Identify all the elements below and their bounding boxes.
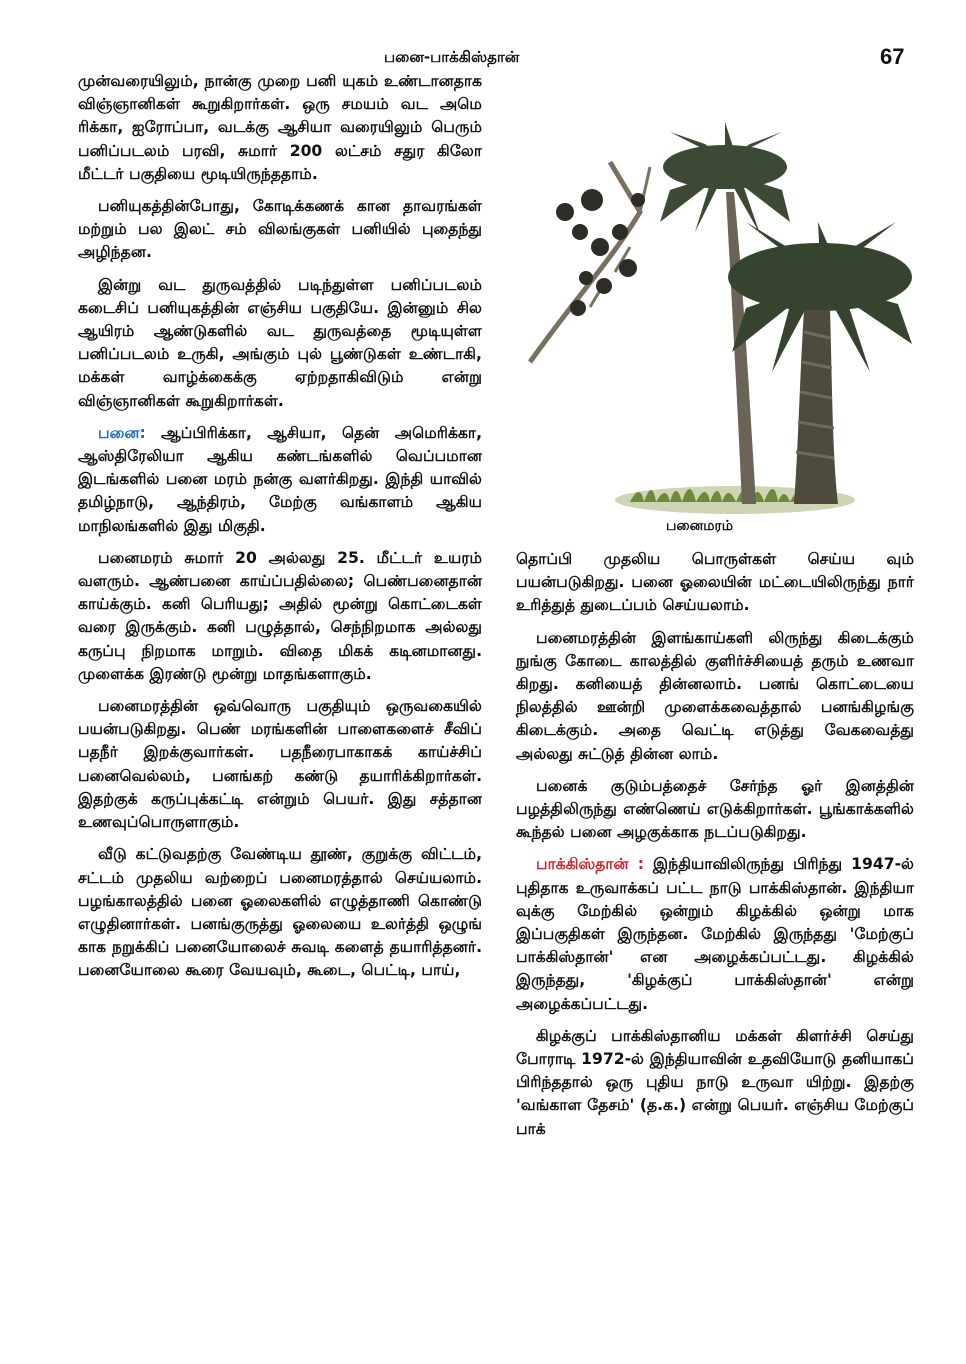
page-number: 67 — [880, 44, 905, 69]
palm-construction-paragraph: வீடு கட்டுவதற்கு வேண்டிய தூண், குறுக்கு விட்டம், சட்டம் முதலிய வற்றைப் பனைமரத்தால் செய்யலாம். பழங்காலத்தில் பனை ஓலைகளில் எழுத்தாணி கொண்டு எழுதினார்கள். பனங்குருத்து ஓலையை உலர்த்தி ஒழுங் காக நறுக்கிப் பனையோலைச் சுவடி களைத் தயாரித்தனர். பனையோலை கூரை வேயவும், கூடை, பெட்டி, பாய், — [78, 845, 482, 980]
palm-intro-paragraph — [78, 422, 482, 538]
bangladesh-paragraph: கிழக்குப் பாக்கிஸ்தானிய மக்கள் கிளர்ச்சி செய்து போராடி 1972-ல் இந்தியாவின் உதவியோடு தனியாகப் பிரிந்ததால் ஒரு புதிய நாடு உருவா யிற்று. இதற்கு 'வங்காள தேசம்' (த.க.) என்று பெயர். எஞ்சிய மேற்குப் பாக் — [516, 1026, 914, 1138]
palm-tree-image — [520, 72, 930, 522]
ice-age-paragraph-3: இன்று வட துருவத்தில் படிந்துள்ள பனிப்படலம் கடைசிப் பனியுகத்தின் எஞ்சிய பகுதியே. இன்னும் சில ஆயிரம் ஆண்டுகளில் வட துருவத்தை மூடியுள்ள பனிப்படலம் உருகி, அங்கும் புல் பூண்டுகள் உண்டாகி, மக்கள் வாழ்க்கைக்கு ஏற்றதாகிவிடும் என்று விஞ்ஞானிகள் கூறுகிறார்கள். — [78, 275, 482, 410]
pakistan-intro-paragraph — [516, 853, 914, 1015]
pakistan-heading: பாக்கிஸ்தான் : — [536, 855, 644, 874]
right-column — [516, 548, 914, 1150]
figure-caption: பனைமரம் — [666, 518, 734, 534]
running-head: பனை-பாக்கிஸ்தான் — [384, 48, 520, 66]
palm-intro-text: ஆப்பிரிக்கா, ஆசியா, தென் அமெரிக்கா, ஆஸ்திரேலியா ஆகிய கண்டங்களில் வெப்பமான இடங்களில் பனை மரம் நன்கு வளர்கிறது. இந்தி யாவில் தமிழ்நாடு, ஆந்திரம், மேற்கு வங்காளம் ஆகிய மாநிலங்களில் இது மிகுதி. — [78, 423, 482, 535]
ice-age-paragraph-1: முன்வரையிலும், நான்கு முறை பனி யுகம் உண்டானதாக விஞ்ஞானிகள் கூறுகிறார்கள். ஒரு சமயம் வட அமெ ரிக்கா, ஐரோப்பா, வடக்கு ஆசியா வரையிலும் பெரும் பனிப்படலம் பரவி, சுமார் 200 லட்சம் சதுர கிலோ மீட்டர் பகுதியை மூடியிருந்ததாம். — [78, 72, 482, 183]
palm-description-paragraph: பனைமரம் சுமார் 20 அல்லது 25. மீட்டர் உயரம் வளரும். ஆண்பனை காய்ப்பதில்லை; பெண்பனைதான் காய்க்கும். கனி பெரியது; அதில் மூன்று கொட்டைகள் வரை இருக்கும். கனி பழுத்தால், செந்நிறமாக அல்லது கருப்பு நிறமாக மாறும். விதை மிகக் கடினமானது. முளைக்க இரண்டு மூன்று மாதங்களாகும். — [78, 548, 482, 683]
ice-age-paragraph-2: பனியுகத்தின்போது, கோடிக்கணக் கான தாவரங்கள் மற்றும் பல இலட் சம் விலங்குகள் பனியில் புதைந்து அழிந்தன. — [78, 197, 482, 262]
palm-uses-paragraph: பனைமரத்தின் ஒவ்வொரு பகுதியும் ஒருவகையில் பயன்படுகிறது. பெண் மரங்களின் பாளைகளைச் சீவிப் பதநீர் இறக்குவார்கள். பதநீரைபாகாகக் காய்ச்சிப் பனைவெல்லம், பனங்கற் கண்டு தயாரிக்கிறார்கள். இதற்குக் கருப்புக்கட்டி என்றும் பெயர். இது சத்தான உணவுப்பொருளாகும். — [78, 697, 482, 832]
palm-heading: பனை: — [98, 423, 146, 442]
palm-fruit-paragraph: பனைமரத்தின் இளங்காய்களி லிருந்து கிடைக்கும் நுங்கு கோடை காலத்தில் குளிர்ச்சியைத் தரும் உணவா கிறது. கனியைத் தின்னலாம். பனங் கொட்டையை நிலத்தில் ஊன்றி முளைக்கவைத்தால் பனங்கிழங்கு கிடைக்கும். அதை வெட்டி எடுத்து வேகவைத்து அல்லது சுட்டுத் தின்ன லாம். — [516, 628, 914, 763]
palm-tree-illustration — [520, 72, 930, 522]
pakistan-intro-text: இந்தியாவிலிருந்து பிரிந்து 1947-ல் புதிதாக உருவாக்கப் பட்ட நாடு பாக்கிஸ்தான். இந்தியா வுக்கு மேற்கில் ஒன்றும் கிழக்கில் ஒன்று மாக இப்பகுதிகள் இருந்தன. மேற்கில் இருந்தது 'மேற்குப் பாக்கிஸ்தான்' என அழைக்கப்பட்டது. கிழக்கில் இருந்தது, 'கிழக்குப் பாக்கிஸ்தான்' என்று அழைக்கப்பட்டது. — [516, 855, 914, 1013]
palm-products-paragraph: தொப்பி முதலிய பொருள்கள் செய்ய வும் பயன்படுகிறது. பனை ஓலையின் மட்டையிலிருந்து நார் உரித்துத் துடைப்பம் செய்யலாம். — [516, 550, 914, 615]
palm-family-paragraph: பனைக் குடும்பத்தைச் சேர்ந்த ஓர் இனத்தின் பழத்திலிருந்து எண்ணெய் எடுக்கிறார்கள். பூங்காக்களில் கூந்தல் பனை அழகுக்காக நடப்படுகிறது. — [516, 776, 914, 842]
left-column — [78, 70, 482, 992]
